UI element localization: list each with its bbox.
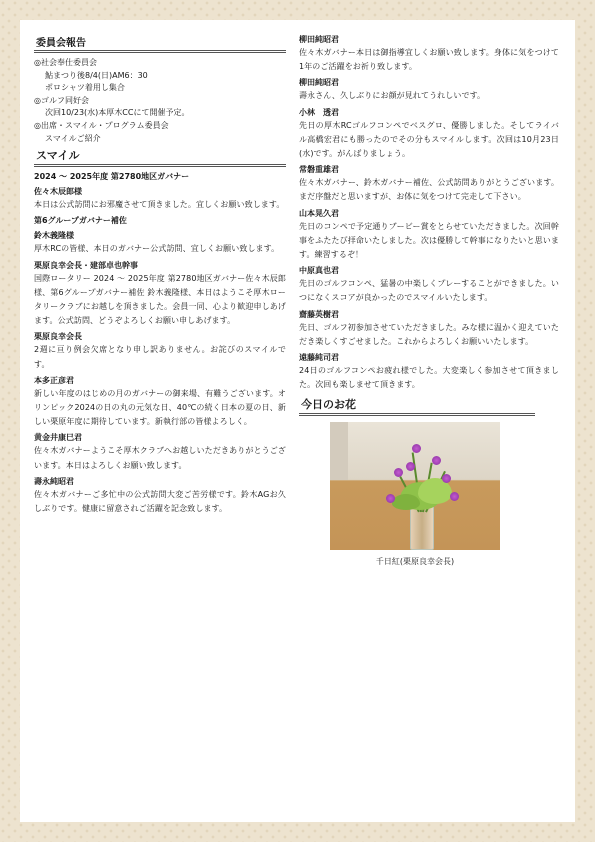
smile-entry-heading: 柳田純昭君 xyxy=(299,78,339,88)
committee-line: ◎社会奉仕委員会 xyxy=(34,58,97,67)
flower-bloom xyxy=(412,444,421,453)
smile-right-list xyxy=(299,34,559,392)
flower-bloom xyxy=(394,468,403,477)
smile-entry-body: 先日の厚木RCゴルフコンペでベスグロ、優勝しました。そしてライバル高橋宏君にも勝ったのでその分もスマイルします。次回は10月23日(水)です。がんばりましょう。 xyxy=(299,120,559,159)
smile-entry-heading: 鈴木義隆様 xyxy=(34,231,74,241)
smile-left-list xyxy=(34,171,286,516)
smile-entry-body: 本日は公式訪問にお邪魔させて頂きました。宜しくお願い致します。 xyxy=(34,200,285,210)
todays-flower-title: 今日のお花 xyxy=(299,396,535,416)
smile-entry-heading: 遠藤純司君 xyxy=(299,353,339,363)
smile-entry-heading: 山本晃久君 xyxy=(299,208,339,218)
smile-entry-body: 24日のゴルフコンペお疲れ様でした。大変楽しく参加させて頂きました。次回も楽しませて頂きます。 xyxy=(299,366,559,390)
right-column xyxy=(299,34,559,567)
smile-entry-body: 佐々木ガバナー本日は御指導宜しくお願い致します。身体に気をつけて1年のご活躍をお祈り致します。 xyxy=(299,48,559,72)
committee-line: 鮎まつり後8/4(日)AM6：30 xyxy=(45,70,148,80)
smile-entry-body: 新しい年度のはじめの月のガバナーの御来場、有難うございます。オリンピック2024の日の丸の元気な日、40℃の続く日本の夏の日、新しい栗原年度に期待しています。新執行部の皆様よろしく。 xyxy=(34,388,286,427)
smile-entry-body: 先日、ゴルフ初参加させていただきました。みな様に温かく迎えていただき楽しくすごせました。これからよろしくお願いいたします。 xyxy=(299,322,559,346)
smile-entry-body: 厚木RCの皆様、本日のガバナー公式訪問、宜しくお願い致します。 xyxy=(34,244,280,254)
smile-entry-body: 先日のゴルフコンペ、猛暑の中楽しくプレーすることができました。いつになくスコアが良かったのでスマイルいたします。 xyxy=(299,279,559,303)
page xyxy=(20,20,575,822)
committee-line: スマイルご紹介 xyxy=(45,133,101,143)
smile-entry-heading: 壽永純昭君 xyxy=(34,476,74,486)
smile-entry-body: 壽永さん、久しぶりにお顔が見れてうれしいです。 xyxy=(299,91,486,101)
smile-entry-heading: 佐々木辰郎様 xyxy=(34,187,82,197)
smile-entry-body: 佐々木ガバナーご多忙中の公式訪問大変ご苦労様です。鈴木AGお久しぶりです。健康に留意されご活躍を記念致します。 xyxy=(34,489,286,513)
smile-entry-heading: 第6グループガバナー補佐 xyxy=(34,216,127,226)
smile-entry-heading: 柳田純昭君 xyxy=(299,35,339,44)
left-column xyxy=(34,34,286,516)
smile-entry-body: 佐々木ガバナーようこそ厚木クラブへお越しいただきありがとうございます。本日はよろしくお願い致します。 xyxy=(34,446,286,470)
smile-entry-heading: 栗原良幸会長 xyxy=(34,332,82,342)
committee-line: ◎出席・スマイル・プログラム委員会 xyxy=(34,120,169,130)
smile-entry-body: 国際ロータリー 2024 ～ 2025年度 第2780地区ガバナー佐々木辰郎様、第6グループガバナー補佐 鈴木義隆様、本日はようこそ厚木ロータリークラブにお越しを頂きました。会員一同、心より歓迎申しあげます。公式訪問、どうぞよろしくお願い申しあげます。 xyxy=(34,273,286,326)
flower-bloom xyxy=(432,456,441,465)
committee-report-title: 委員会報告 xyxy=(34,34,286,53)
smile-entry-body: 先日のコンペで予定通りブービー賞をとらせていただきました。次回幹事をふたたび拝命いたしました。次は優勝して幹事になりたいと思います。練習するぞ！ xyxy=(299,221,559,260)
smile-entry-heading: 齋藤英樹君 xyxy=(299,309,339,319)
smile-entry-body: 2週に亘り例会欠席となり申し訳ありません。お詫びのスマイルです。 xyxy=(34,345,286,369)
flower-bloom xyxy=(450,492,459,501)
smile-entry-heading: 小林 透君 xyxy=(299,107,339,117)
committee-line: ポロシャツ着用し集合 xyxy=(45,83,125,93)
smile-section-title: スマイル xyxy=(34,147,286,167)
committee-line: ◎ゴルフ同好会 xyxy=(34,95,89,105)
committee-report-list xyxy=(34,57,286,145)
smile-entry-body: 佐々木ガバナー、鈴木ガバナー補佐、公式訪問ありがとうございます。まだ序盤だと思いますが、お体に気をつけて完走して下さい。 xyxy=(299,178,559,202)
committee-line: 次回10/23(水)本厚木CCにて開催予定。 xyxy=(45,108,190,118)
smile-entry-heading: 中原真也君 xyxy=(299,266,339,276)
smile-entry-heading: 2024 ～ 2025年度 第2780地区ガバナー xyxy=(34,172,190,182)
smile-entry-heading: 栗原良幸会長・建部卓也幹事 xyxy=(34,260,138,270)
flower-caption: 千日紅(栗原良幸会長) xyxy=(375,557,455,567)
smile-entry-heading: 常磐重雄君 xyxy=(299,165,339,175)
smile-entry-heading: 本多正彦君 xyxy=(34,375,74,385)
flower-bloom xyxy=(442,474,451,483)
smile-entry-heading: 黄金井康巳君 xyxy=(34,433,82,443)
flower-photo xyxy=(330,422,500,550)
